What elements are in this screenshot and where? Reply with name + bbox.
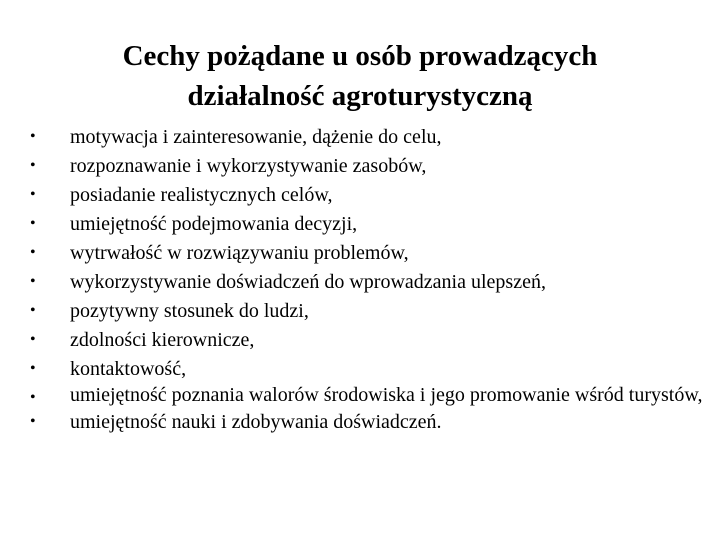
list-item-text: wytrwałość w rozwiązywaniu problemów,: [70, 242, 409, 264]
list-item-text: pozytywny stosunek do ludzi,: [70, 300, 309, 322]
list-item: [24, 411, 704, 433]
list-item: [24, 155, 704, 177]
list-item-text: kontaktowość,: [70, 358, 187, 380]
bullet-icon: •: [30, 273, 36, 290]
list-item-text: zdolności kierownicze,: [70, 329, 255, 351]
bullet-icon: •: [30, 186, 36, 203]
bullet-icon: •: [30, 302, 36, 319]
list-item: [24, 271, 704, 293]
list-item: [24, 242, 704, 264]
list-item-text: motywacja i zainteresowanie, dążenie do celu,: [70, 126, 442, 148]
list-item: [24, 384, 704, 406]
list-item: [24, 184, 704, 206]
slide-title: [40, 36, 680, 116]
bullet-icon: •: [30, 360, 36, 377]
list-item-text: wykorzystywanie doświadczeń do wprowadzania ulepszeń,: [70, 271, 546, 293]
list-item: [24, 300, 704, 322]
bullet-list: [24, 126, 704, 440]
slide-title-line-2: działalność agroturystyczną: [187, 80, 533, 112]
list-item-text: umiejętność nauki i zdobywania doświadczeń.: [70, 411, 442, 433]
list-item: [24, 126, 704, 148]
list-item-text: umiejętność podejmowania decyzji,: [70, 213, 358, 235]
list-item-text: umiejętność poznania walorów środowiska i jego promowanie wśród turystów,: [70, 384, 703, 406]
list-item: [24, 358, 704, 380]
list-item-text: rozpoznawanie i wykorzystywanie zasobów,: [70, 155, 427, 177]
list-item-text: posiadanie realistycznych celów,: [70, 184, 333, 206]
bullet-icon: •: [30, 331, 36, 348]
list-item: [24, 329, 704, 351]
slide-title-line-1: Cechy pożądane u osób prowadzących: [122, 40, 598, 72]
bullet-icon: •: [30, 215, 36, 232]
bullet-icon: •: [30, 244, 36, 261]
bullet-icon: •: [30, 157, 36, 174]
bullet-icon: •: [30, 389, 36, 406]
bullet-icon: •: [30, 128, 36, 145]
bullet-icon: •: [30, 413, 36, 430]
list-item: [24, 213, 704, 235]
